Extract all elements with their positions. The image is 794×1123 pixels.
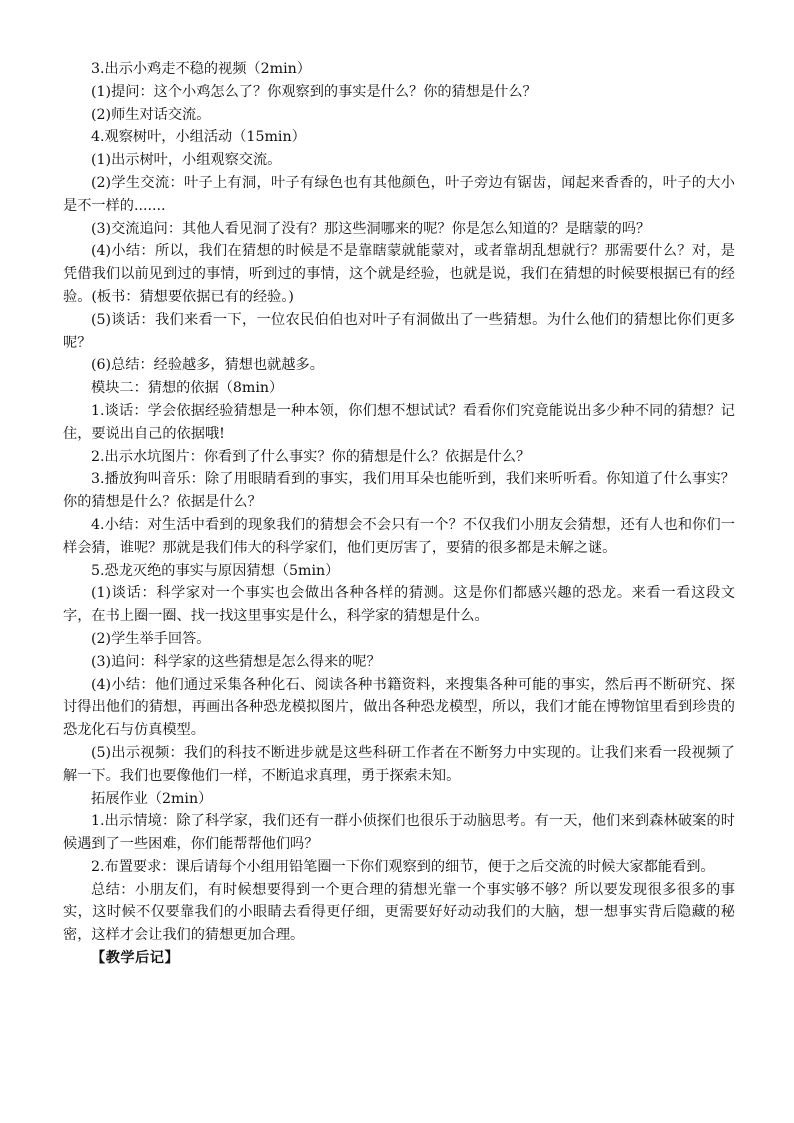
paragraph: 3.播放狗叫音乐：除了用眼睛看到的事实，我们用耳朵也能听到，我们来听听看。你知道了什么事实？你的猜想是什么？依据是什么？ xyxy=(63,471,735,511)
paragraph: (5)出示视频：我们的科技不断进步就是这些科研工作者在不断努力中实现的。让我们来看一段视频了解一下。我们也要像他们一样，不断追求真理，勇于探索未知。 xyxy=(63,744,735,784)
paragraph: 1.出示情境：除了科学家，我们还有一群小侦探们也很乐于动脑思考。有一天，他们来到森林破案的时候遇到了一些困难，你们能帮帮他们吗？ xyxy=(63,813,735,853)
teaching-postscript-heading: 【教学后记】 xyxy=(91,950,180,967)
paragraph: (5)谈话：我们来看一下，一位农民伯伯也对叶子有洞做出了一些猜想。为什么他们的猜想比你们更多呢？ xyxy=(63,311,735,351)
section-heading-dinosaur: 5.恐龙灭绝的事实与原因猜想（5min） xyxy=(91,562,340,579)
summary-paragraph: 总结：小朋友们，有时候想要得到一个更合理的猜想光靠一个事实够不够？所以要发现很多很多的事实，这时候不仅要靠我们的小眼睛去看得更仔细，更需要好好动动我们的大脑，想一想事实背后隐藏的秘密，这样才会让我们的猜想更加合理。 xyxy=(63,881,735,944)
paragraph: (6)总结：经验越多，猜想也就越多。 xyxy=(91,357,324,374)
paragraph: 2.布置要求：课后请每个小组用铅笔圈一下你们观察到的细节，便于之后交流的时候大家都能看到。 xyxy=(91,858,715,875)
paragraph: (1)出示树叶，小组观察交流。 xyxy=(91,152,282,169)
paragraph: 4.小结：对生活中看到的现象我们的猜想会不会只有一个？不仅我们小朋友会猜想，还有人也和你们一样会猜，谁呢？那就是我们伟大的科学家们，他们更厉害了，要猜的很多都是未解之谜。 xyxy=(63,516,735,556)
section-heading-chick-video: 3.出示小鸡走不稳的视频（2min） xyxy=(91,61,311,77)
document-page xyxy=(63,58,735,970)
paragraph: (1)提问：这个小鸡怎么了？你观察到的事实是什么？你的猜想是什么？ xyxy=(91,83,537,100)
section-heading-observe-leaves: 4.观察树叶，小组活动（15min） xyxy=(91,129,306,146)
paragraph: (3)交流追问：其他人看见洞了没有？那这些洞哪来的呢？你是怎么知道的？是瞎蒙的吗？ xyxy=(91,220,651,237)
paragraph: (2)学生交流：叶子上有洞，叶子有绿色也有其他颜色，叶子旁边有锯齿，闻起来香香的，叶子的大小是不一样的....... xyxy=(63,174,735,214)
paragraph: 2.出示水坑图片：你看到了什么事实？你的猜想是什么？依据是什么？ xyxy=(91,448,531,465)
paragraph: 1.谈话：学会依据经验猜想是一种本领，你们想不想试试？看看你们究竟能说出多少种不同的猜想？记住，要说出自己的依据哦! xyxy=(63,402,735,442)
paragraph: (2)师生对话交流。 xyxy=(91,106,211,123)
paragraph: (3)追问：科学家的这些猜想是怎么得来的呢？ xyxy=(91,653,381,670)
paragraph: (2)学生举手回答。 xyxy=(91,630,211,647)
section-heading-module-two: 模块二：猜想的依据（8min） xyxy=(91,380,284,397)
paragraph: (4)小结：他们通过采集各种化石、阅读各种书籍资料，来搜集各种可能的事实，然后再不断研究、探讨得出他们的猜想，再画出各种恐龙模拟图片，做出各种恐龙模型，所以，我们才能在博物馆里看到珍贵的恐龙化石与仿真模型。 xyxy=(63,676,735,739)
paragraph: (4)小结：所以，我们在猜想的时候是不是靠瞎蒙就能蒙对，或者靠胡乱想就行？那需要什么？对，是凭借我们以前见到过的事情，听到过的事情，这个就是经验，也就是说，我们在猜想的时候要根据已有的经验。(板书：猜想要依据已有的经验。) xyxy=(63,243,735,305)
paragraph: (1)谈话：科学家对一个事实也会做出各种各样的猜测。这是你们都感兴趣的恐龙。来看一看这段文字，在书上圈一圈、找一找这里事实是什么，科学家的猜想是什么。 xyxy=(63,585,735,625)
section-heading-homework: 拓展作业（2min） xyxy=(91,790,213,807)
